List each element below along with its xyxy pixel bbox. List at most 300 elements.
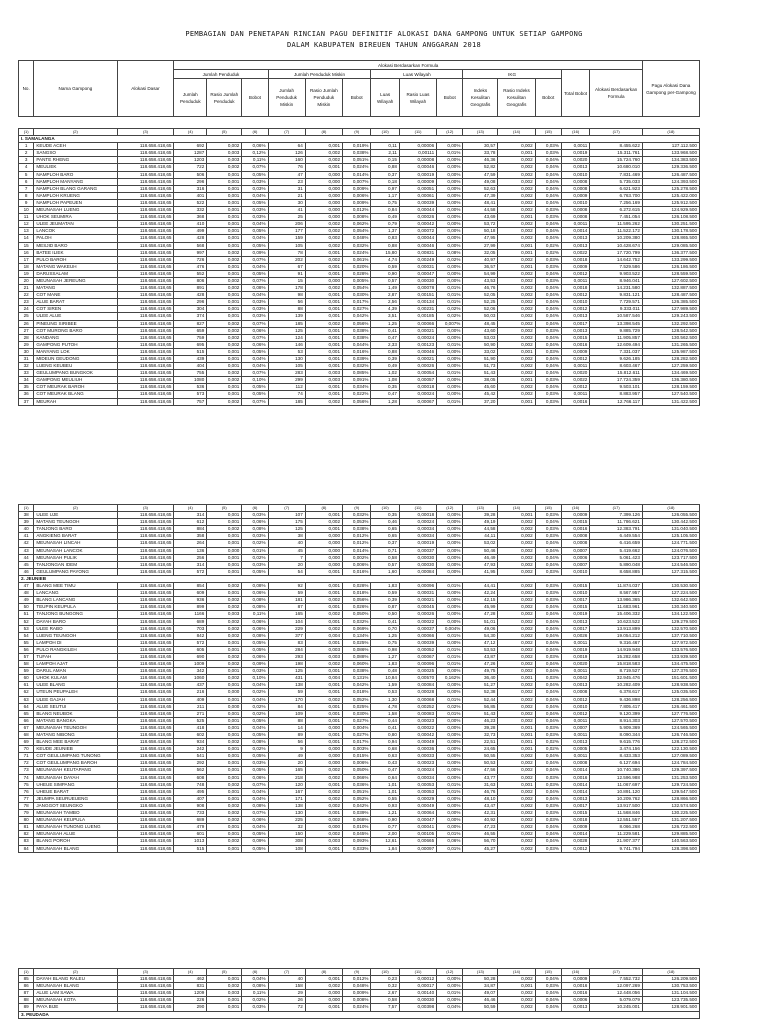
- table-cell: 0,00%: [437, 753, 463, 760]
- table-cell: 0,004%: [437, 625, 463, 632]
- table-cell: 0,0016: [561, 774, 589, 781]
- table-cell: 0,002: [207, 810, 242, 817]
- table-cell: 0,05%: [242, 391, 268, 398]
- table-cell: 0,02%: [535, 242, 561, 249]
- table-cell: 10.282.409: [590, 682, 643, 689]
- table-cell: 605: [174, 646, 207, 653]
- table-cell: 40: [268, 540, 305, 547]
- table-row: [19, 178, 700, 185]
- table-cell: 39,28: [463, 512, 498, 519]
- table-cell: 0,016%: [343, 568, 371, 575]
- col-ikg: Indeks Kesulitan Geografis: [463, 79, 498, 117]
- table-row: [19, 788, 700, 795]
- table-cell: 572: [174, 568, 207, 575]
- table-cell: MEUNASAH JEREUNG: [34, 277, 117, 284]
- table-cell: 0,79: [371, 221, 399, 228]
- table-cell: 86: [19, 983, 34, 990]
- table-cell: 0,001: [207, 228, 242, 235]
- table-cell: 0,0013: [561, 739, 589, 746]
- table-cell: 0,02%: [535, 746, 561, 753]
- table-cell: 0,18: [371, 178, 399, 185]
- table-cell: 0,002: [207, 583, 242, 590]
- table-cell: 0,00061: [399, 192, 436, 199]
- table-cell: 0,002: [207, 327, 242, 334]
- table-cell: 118.658.418,65: [117, 983, 174, 990]
- table-cell: 0,04%: [535, 561, 561, 568]
- table-cell: 0,002: [498, 597, 535, 604]
- table-cell: 0,003: [305, 653, 342, 660]
- table-cell: 0,0007: [561, 724, 589, 731]
- table-cell: 0,001: [305, 384, 342, 391]
- table-cell: 0,003: [305, 838, 342, 845]
- table-cell: 908: [174, 802, 207, 809]
- table-cell: 0,001: [498, 739, 535, 746]
- table-cell: 8.090.344: [590, 732, 643, 739]
- table-cell: 43,69: [463, 214, 498, 221]
- table-cell: 4,78: [371, 703, 399, 710]
- table-cell: 689: [174, 817, 207, 824]
- table-cell: 0,038%: [343, 334, 371, 341]
- table-cell: 0,001: [207, 824, 242, 831]
- table-cell: 53: [19, 625, 34, 632]
- table-cell: LAMPOH AJAT: [34, 661, 117, 668]
- table-cell: 0,01%: [437, 661, 463, 668]
- table-cell: 0,00009: [399, 178, 436, 185]
- table-cell: 48,41: [463, 199, 498, 206]
- table-cell: 0,022%: [343, 391, 371, 398]
- table-cell: 131.104.500: [642, 990, 699, 997]
- table-cell: 0,07%: [242, 320, 268, 327]
- table-cell: 0,002: [305, 320, 342, 327]
- column-index: (8): [305, 505, 342, 512]
- table-cell: 0,0012: [561, 292, 589, 299]
- table-cell: MEUNASAH ALUE: [34, 831, 117, 838]
- table-cell: MEULIEK: [34, 164, 117, 171]
- table-cell: 439: [174, 356, 207, 363]
- table-cell: 0,06%: [242, 817, 268, 824]
- table-cell: 0,04%: [535, 824, 561, 831]
- table-cell: 0,11%: [242, 611, 268, 618]
- table-cell: 4: [19, 164, 34, 171]
- table-cell: 125: [268, 327, 305, 334]
- table-cell: 1,49: [371, 285, 399, 292]
- table-cell: 127.570.500: [642, 717, 699, 724]
- table-cell: TANJONG BUNGONG: [34, 611, 117, 618]
- table-cell: 0,027%: [343, 717, 371, 724]
- table-cell: 118.658.418,65: [117, 348, 174, 355]
- table-cell: 46,36: [463, 157, 498, 164]
- table-cell: 14.919.948: [590, 646, 643, 653]
- table-cell: 15.724.760: [590, 157, 643, 164]
- table-cell: 0,002: [498, 363, 535, 370]
- table-cell: 0,04%: [535, 767, 561, 774]
- table-cell: 66: [19, 717, 34, 724]
- table-cell: 0,04%: [535, 696, 561, 703]
- table-cell: 33,78: [463, 150, 498, 157]
- table-cell: 24: [19, 306, 34, 313]
- table-cell: 10.209.762: [590, 795, 643, 802]
- table-cell: 515: [174, 348, 207, 355]
- table-cell: 0,0019: [561, 653, 589, 660]
- table-cell: 0,002: [498, 990, 535, 997]
- table-cell: DAYAH BARO: [34, 618, 117, 625]
- table-cell: 0,001: [207, 774, 242, 781]
- table-cell: 0,03%: [535, 675, 561, 682]
- table-cell: 515: [174, 845, 207, 852]
- table-row: [19, 391, 700, 398]
- table-cell: 0,000: [305, 724, 342, 731]
- table-cell: 0,47: [371, 391, 399, 398]
- table-cell: 0,03%: [535, 150, 561, 157]
- table-cell: 0,00018: [399, 384, 436, 391]
- table-cell: 0,002: [498, 519, 535, 526]
- table-cell: 0,001: [498, 249, 535, 256]
- table-cell: 0,0015: [561, 604, 589, 611]
- table-cell: 118.658.418,65: [117, 597, 174, 604]
- table-cell: 0,003: [207, 150, 242, 157]
- table-cell: 127.989.500: [642, 306, 699, 313]
- table-cell: 0,00105: [399, 831, 436, 838]
- table-cell: 40: [19, 526, 34, 533]
- table-cell: 0,000: [305, 533, 342, 540]
- table-cell: 806: [174, 277, 207, 284]
- table-cell: 0,15: [371, 157, 399, 164]
- table-cell: 46,76: [463, 788, 498, 795]
- table-row: [19, 583, 700, 590]
- table-cell: 0,012%: [343, 540, 371, 547]
- table-cell: 0,47: [371, 767, 399, 774]
- table-row: [19, 285, 700, 292]
- table-cell: 0,004%: [343, 724, 371, 731]
- table-cell: 0,00%: [437, 377, 463, 384]
- table-cell: 8.658.885: [590, 568, 643, 575]
- column-index: (6): [242, 505, 268, 512]
- table-cell: 0,002: [498, 590, 535, 597]
- table-cell: 0,10%: [242, 675, 268, 682]
- table-cell: 127.112.500: [642, 143, 699, 150]
- column-index: (10): [371, 969, 399, 976]
- table-cell: 150: [268, 831, 305, 838]
- table-cell: 418: [174, 724, 207, 731]
- table-cell: 1,83: [371, 583, 399, 590]
- table-cell: 0,04%: [535, 313, 561, 320]
- table-cell: 0,49: [371, 214, 399, 221]
- table-cell: 0,04%: [535, 788, 561, 795]
- table-row: [19, 597, 700, 604]
- table-cell: 0,0012: [561, 696, 589, 703]
- table-cell: 314: [174, 561, 207, 568]
- table-cell: 118.658.418,65: [117, 512, 174, 519]
- table-cell: 0,017%: [343, 299, 371, 306]
- table-cell: 12.383.791: [590, 526, 643, 533]
- table-cell: 49,19: [463, 519, 498, 526]
- table-cell: 24,65: [463, 746, 498, 753]
- table-cell: 0,00052: [399, 646, 436, 653]
- table-cell: 0,0018: [561, 817, 589, 824]
- table-cell: 0,00041: [399, 824, 436, 831]
- table-cell: 0,000: [305, 760, 342, 767]
- table-cell: 118.658.418,65: [117, 334, 174, 341]
- table-cell: 0,001: [207, 391, 242, 398]
- table-cell: 0,000: [305, 199, 342, 206]
- table-cell: 0,41: [371, 724, 399, 731]
- table-cell: 0,05%: [242, 171, 268, 178]
- table-row: [19, 710, 700, 717]
- table-cell: 0,002: [305, 831, 342, 838]
- table-cell: 0,00%: [437, 746, 463, 753]
- table-cell: 0,002: [498, 313, 535, 320]
- table-cell: 0,002: [498, 838, 535, 845]
- table-cell: 0,001: [207, 710, 242, 717]
- table-cell: 0,09%: [242, 661, 268, 668]
- table-cell: 51,90: [463, 356, 498, 363]
- table-cell: 206: [268, 221, 305, 228]
- table-cell: 0,04%: [535, 661, 561, 668]
- table-cell: 0,01%: [437, 583, 463, 590]
- table-cell: 10.587.546: [590, 313, 643, 320]
- table-cell: 136.377.500: [642, 249, 699, 256]
- table-cell: 167: [268, 788, 305, 795]
- table-cell: 47,93: [463, 561, 498, 568]
- table-cell: 0,00054: [399, 370, 436, 377]
- table-cell: 0,001: [207, 760, 242, 767]
- table-cell: 0,04%: [535, 682, 561, 689]
- table-cell: 0,002: [305, 788, 342, 795]
- table-cell: 0,002: [305, 696, 342, 703]
- table-cell: 0,002: [498, 661, 535, 668]
- table-cell: 0,032%: [343, 512, 371, 519]
- table-cell: 0,35: [371, 384, 399, 391]
- table-row: [19, 625, 700, 632]
- table-cell: 0,04%: [535, 306, 561, 313]
- table-cell: BLANG NEUBOK: [34, 710, 117, 717]
- table-row: [19, 370, 700, 377]
- table-cell: 284: [268, 646, 305, 653]
- column-index: (12): [437, 969, 463, 976]
- table-cell: PAYA BIJE: [34, 1004, 117, 1011]
- table-cell: 0,001: [207, 845, 242, 852]
- table-cell: 43,53: [463, 277, 498, 284]
- table-cell: 3,51: [371, 313, 399, 320]
- section-title: I. SAMALANGA: [19, 136, 700, 143]
- table-cell: 0,001: [305, 292, 342, 299]
- table-cell: 0,00%: [437, 348, 463, 355]
- table-cell: 59: [268, 590, 305, 597]
- table-cell: MATANG NIBONG: [34, 732, 117, 739]
- table-cell: 0,002: [498, 178, 535, 185]
- table-cell: 0,0013: [561, 242, 589, 249]
- table-cell: 118.658.418,65: [117, 519, 174, 526]
- table-cell: 0,056%: [343, 320, 371, 327]
- table-cell: 0,00%: [437, 739, 463, 746]
- table-cell: 118.658.418,65: [117, 256, 174, 263]
- table-cell: 0,001: [305, 717, 342, 724]
- table-cell: 0,03%: [535, 143, 561, 150]
- table-cell: 67: [19, 724, 34, 731]
- table-cell: 0,001: [207, 668, 242, 675]
- table-cell: 1287: [174, 150, 207, 157]
- table-cell: 12.448.056: [590, 990, 643, 997]
- table-cell: 0,04%: [535, 221, 561, 228]
- col-no: No.: [19, 61, 34, 117]
- table-cell: 0,002: [207, 256, 242, 263]
- table-cell: 50,18: [463, 228, 498, 235]
- table-cell: 0,034%: [343, 384, 371, 391]
- table-cell: 0,00034: [399, 533, 436, 540]
- table-cell: 11.067.697: [590, 781, 643, 788]
- table-cell: 0,024%: [343, 164, 371, 171]
- table-cell: 108: [268, 845, 305, 852]
- table-cell: 32.945.476: [590, 675, 643, 682]
- table-cell: NAMPLOH BLANG GARANG: [34, 185, 117, 192]
- table-cell: 37,20: [463, 398, 498, 405]
- table-cell: 0,00046: [399, 242, 436, 249]
- table-cell: TANJONG BARO: [34, 526, 117, 533]
- table-cell: 0,03%: [535, 214, 561, 221]
- table-cell: 0,001: [498, 348, 535, 355]
- table-cell: 0,003%: [343, 746, 371, 753]
- table-cell: 0,04%: [535, 178, 561, 185]
- table-cell: 0,02%: [242, 689, 268, 696]
- table-cell: 129.279.500: [642, 618, 699, 625]
- table-cell: 229: [268, 625, 305, 632]
- table-cell: 0,03%: [535, 732, 561, 739]
- table-cell: 0,04%: [535, 625, 561, 632]
- table-cell: 105: [268, 363, 305, 370]
- table-cell: 136: [174, 547, 207, 554]
- table-cell: 0,00033: [399, 753, 436, 760]
- table-cell: 0,00%: [437, 363, 463, 370]
- table-cell: 20: [19, 277, 34, 284]
- table-cell: 0,000: [305, 990, 342, 997]
- table-cell: 0,042%: [343, 313, 371, 320]
- table-cell: 690: [174, 653, 207, 660]
- table-cell: 2,11: [371, 150, 399, 157]
- table-cell: 71: [19, 753, 34, 760]
- table-cell: 428: [174, 292, 207, 299]
- table-cell: 0,001: [207, 1004, 242, 1011]
- table-cell: 9: [19, 199, 34, 206]
- table-cell: 0,05%: [242, 831, 268, 838]
- table-cell: 51,43: [463, 370, 498, 377]
- table-cell: 934: [174, 739, 207, 746]
- table-cell: 0,58: [371, 997, 399, 1004]
- table-cell: 0,03%: [535, 533, 561, 540]
- table-cell: 51,43: [463, 710, 498, 717]
- table-cell: 0,04%: [535, 604, 561, 611]
- table-cell: 8.914.303: [590, 717, 643, 724]
- table-cell: 0,06%: [437, 838, 463, 845]
- table-cell: 0,004: [305, 675, 342, 682]
- table-cell: 0,00006: [399, 143, 436, 150]
- table-cell: 0,00039: [399, 639, 436, 646]
- table-cell: 0,03%: [242, 561, 268, 568]
- table-row: [19, 554, 700, 561]
- table-cell: 51,01: [463, 618, 498, 625]
- table-cell: 30: [268, 199, 305, 206]
- table-cell: 33,02: [463, 348, 498, 355]
- table-cell: 10.245.001: [590, 1004, 643, 1011]
- table-cell: 0,00026: [399, 611, 436, 618]
- table-cell: 118.658.418,65: [117, 788, 174, 795]
- table-cell: 0,00%: [437, 512, 463, 519]
- table-cell: 7.256.169: [590, 199, 643, 206]
- table-row: [19, 185, 700, 192]
- table-cell: 118.658.418,65: [117, 817, 174, 824]
- table-cell: 8.066.268: [590, 824, 643, 831]
- table-cell: 0,030%: [343, 292, 371, 299]
- table-cell: 0,00022: [399, 724, 436, 731]
- table-cell: 53,03: [463, 334, 498, 341]
- table-cell: 60: [19, 675, 34, 682]
- table-cell: 0,001: [207, 221, 242, 228]
- table-cell: 0,00051: [399, 185, 436, 192]
- table-cell: 0,000: [305, 547, 342, 554]
- table-cell: 0,03%: [535, 653, 561, 660]
- table-cell: 0,71: [371, 547, 399, 554]
- table-cell: COT MURONG BARO: [34, 327, 117, 334]
- table-cell: MESJID BARO: [34, 242, 117, 249]
- table-cell: 118.658.418,65: [117, 976, 174, 983]
- column-index: (4): [174, 969, 207, 976]
- table-cell: 0,00057: [399, 377, 436, 384]
- table-cell: 118.658.418,65: [117, 192, 174, 199]
- table-cell: 11: [19, 214, 34, 221]
- table-cell: 0,039%: [343, 810, 371, 817]
- col-rasio-jp: Rasio Jumlah Penduduk: [207, 79, 242, 117]
- table-cell: 0,002: [498, 717, 535, 724]
- table-cell: 45,60: [463, 384, 498, 391]
- table-cell: 56,85: [463, 703, 498, 710]
- table-cell: 0,052%: [343, 696, 371, 703]
- table-cell: 14.642.752: [590, 256, 643, 263]
- table-cell: 0,002: [305, 767, 342, 774]
- table-cell: 104: [268, 618, 305, 625]
- table-cell: 15: [268, 277, 305, 284]
- table-cell: 9: [268, 746, 305, 753]
- table-row: [19, 341, 700, 348]
- table-cell: 118.658.418,65: [117, 795, 174, 802]
- table-cell: 181: [268, 597, 305, 604]
- table-cell: 0,009%: [343, 990, 371, 997]
- column-index: (13): [463, 969, 498, 976]
- table-cell: 462: [174, 976, 207, 983]
- table-cell: 48,45: [463, 320, 498, 327]
- table-cell: 32: [19, 363, 34, 370]
- table-cell: 120: [268, 781, 305, 788]
- table-cell: 0,002: [305, 285, 342, 292]
- table-cell: 0,0028: [561, 838, 589, 845]
- table-cell: 0,000: [305, 192, 342, 199]
- table-cell: 0,63: [371, 753, 399, 760]
- table-cell: 0,002: [498, 1004, 535, 1011]
- table-cell: 33: [19, 370, 34, 377]
- table-cell: 0,01%: [437, 653, 463, 660]
- table-cell: 130.225.500: [642, 810, 699, 817]
- column-index: (7): [268, 129, 305, 136]
- table-cell: 0,04%: [535, 270, 561, 277]
- table-cell: 0,04%: [242, 824, 268, 831]
- table-cell: 0,002: [207, 983, 242, 990]
- table-cell: 0,55: [371, 795, 399, 802]
- table-cell: 0,0018: [561, 285, 589, 292]
- table-cell: 5.890.048: [590, 561, 643, 568]
- table-cell: PULO BAROH: [34, 256, 117, 263]
- table-cell: 0,002: [207, 632, 242, 639]
- table-cell: 0,00%: [437, 568, 463, 575]
- table-cell: 0,23: [371, 976, 399, 983]
- table-cell: 0,0014: [561, 831, 589, 838]
